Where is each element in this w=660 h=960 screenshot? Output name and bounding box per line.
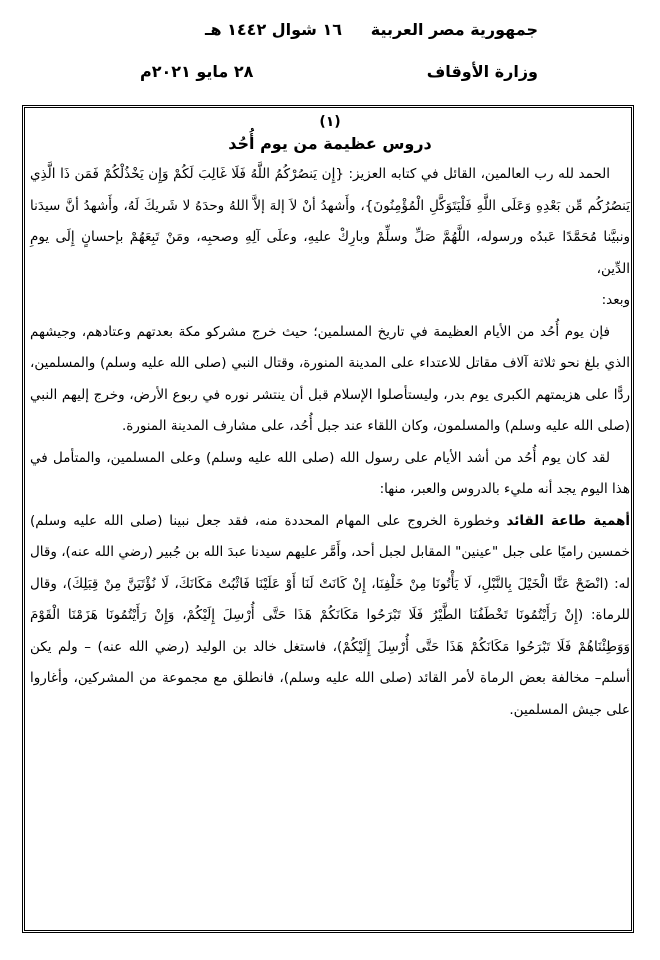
hijri-date: ١٦ شوال ١٤٤٢ هـ (205, 20, 343, 39)
paragraph-history (30, 317, 630, 443)
paragraph-lessons-intro (30, 443, 630, 506)
ministry-name: وزارة الأوقاف (426, 62, 538, 81)
sermon-number: (١) (319, 114, 341, 130)
paragraph-history-text: فإن يوم أُحُد من الأيام العظيمة في تاريخ المسلمين؛ حيث خرج مشركو مكة بعدتهم وعتادهم، وجيشهم الذي بلغ نحو ثلاثة آلاف مقاتل للاعتداء على المدينة المنورة، وقتال النبي (صلى الله عليه وسلم) والمسلمين، ردًّا على هزيمتهم الكبرى يوم بدر، وليستأصلوا الإسلام قبل أن ينتشر نوره في ربوع الأرض، وخرج إليهم النبي (صلى الله عليه وسلم) والمسلمون، وكان اللقاء عند جبل أُحُد، على مشارف المدينة المنورة. (30, 323, 630, 434)
paragraph-obedience (30, 506, 630, 727)
sermon-title: دروس عظيمة من يوم أُحُد (228, 134, 432, 153)
paragraph-intro-text: الحمد لله رب العالمين، القائل في كتابه العزيز: {إِن يَنصُرْكُمُ اللَّهُ فَلَا غَالِبَ لَكُمْ وَإِن يَخْذُلْكُمْ فَمَن ذَا الَّذِي يَنصُرُكُم مِّن بَعْدِهِ وَعَلَى اللَّهِ فَلْيَتَوَكَّلِ الْمُؤْمِنُونَ}، وأَشهدُ أنْ لاَ إلهَ إلاَّ اللهُ وحدَهُ لا شَريكَ لَهُ، وأَشهدُ أنَّ سيدَنا ونبيَّنا مُحَمَّدًا عَبدُه ورسوله، اللَّهُمَّ صَلِّ وسلِّمْ وبارِكْ عليهِ، وعلَى آلِهِ وصحبِه، ومَنْ تَبِعَهُمْ بإحسانٍ إِلَى يومِ الدِّين، (30, 166, 630, 277)
paragraph-obedience-text: وخطورة الخروج على المهام المحددة منه، فقد جعل نبينا (صلى الله عليه وسلم) خمسين راميًا على جبل "عينين" المقابل لجبل أحد، وأَمَّر عليهم سيدنا عبدَ الله بن جُبير (رضي الله عنه)، وقال له: (انْضَحْ عَنَّا الْخَيْلَ بِالنَّبْلِ، لَا يَأْتُونَا مِنْ خَلْفِنَا، إِنْ كَانَتْ لَنَا أَوْ عَلَيْنَا فَاثْبُتْ مَكَانَكَ، لَا نُؤْتَيَنَّ مِنْ قِبَلِكَ)، وقال للرماة: (إِنْ رَأَيْتُمُونَا تَخْطَفُنَا الطَّيْرُ فَلَا تَبْرَحُوا مَكَانَكُمْ هَذَا حَتَّى أُرْسِلَ إِلَيْكُمْ، وَإِنْ رَأَيْتُمُونَا هَزَمْنَا الْقَوْمَ وَوَطِئْنَاهُمْ فَلَا تَبْرَحُوا مَكَانَكُمْ هَذَا حَتَّى أُرْسِلَ إِلَيْكُمْ)، فاستغل خالد بن الوليد (رضي الله عنه) – ولم يكن أسلم– مخالفة بعض الرماة لأمر القائد (صلى الله عليه وسلم)، فانطلق مع مجموعة من المشركين، وأغاروا على جيش المسلمين. (30, 512, 630, 718)
sermon-body (30, 112, 630, 726)
paragraph-intro (30, 159, 630, 285)
gregorian-date: ٢٨ مايو ٢٠٢١م (140, 62, 254, 81)
paragraph-lessons-text: لقد كان يوم أُحُد من أشد الأيام على رسول الله (صلى الله عليه وسلم) وعلى المسلمين، والمتأمل في هذا اليوم يجد أنه مليء بالدروس والعبر، منها: (30, 449, 630, 497)
country-name: جمهورية مصر العربية (370, 20, 538, 39)
lesson-heading: أهمية طاعة القائد (506, 512, 630, 529)
paragraph-wabaad: وبعد: (601, 292, 630, 308)
page-header (0, 0, 660, 100)
